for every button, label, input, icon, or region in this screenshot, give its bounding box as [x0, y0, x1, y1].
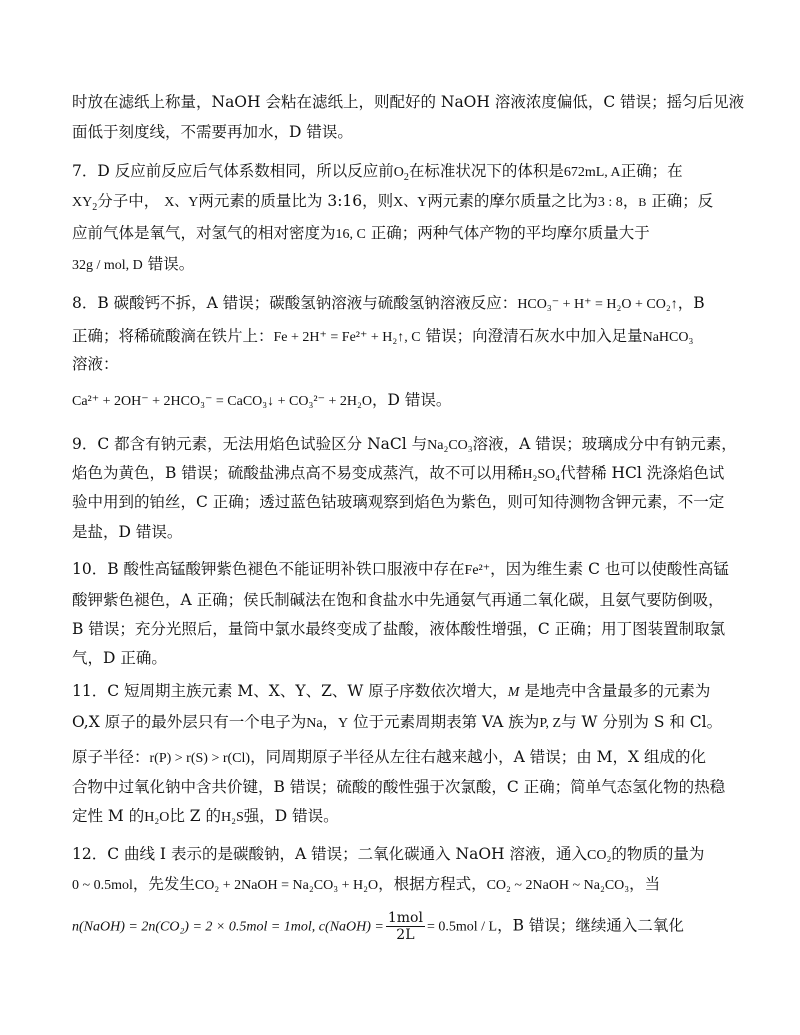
- text: 位于元素周期表第 VA 族为: [353, 713, 540, 731]
- text: 溶液，A 错误；玻璃成分中有钠元素，: [472, 435, 737, 453]
- text: 焰色为黄色，B 错误；硫酸盐沸点高不易变成蒸汽，故不可以用稀: [72, 464, 523, 482]
- formula-range: 0 ~ 0.5mol: [72, 878, 133, 893]
- question-7-line-4: [72, 252, 194, 278]
- text: 正确；两种气体产物的平均摩尔质量大于: [370, 224, 650, 242]
- text: 是地壳中含量最多的元素为: [524, 682, 711, 700]
- question-8-line-4: [72, 388, 451, 414]
- question-11-line-2: O,X 原子的最外层只有一个电子为Na，Y 位于元素周期表第 VA 族为P, Z与 W 分别为 S 和 Cl。: [72, 713, 723, 731]
- formula-h2so4: H₂SO₄: [522, 467, 561, 482]
- text: 7．D 反应前反应后气体系数相同，所以反应前: [72, 162, 394, 180]
- text: 正确；反: [651, 192, 714, 210]
- text: 两元素的摩尔质量之比为: [427, 192, 598, 210]
- text: 11．C 短周期主族元素 M、X、Y、Z、W 原子序数依次增大，: [72, 682, 508, 700]
- text: 9．C 都含有钠元素，无法用焰色试验区分 NaCl 与: [72, 435, 428, 453]
- question-8-line-3: [72, 352, 119, 376]
- equation: CO₂ + 2NaOH = Na₂CO₃ + H₂O: [194, 878, 379, 893]
- text: ，B: [677, 294, 705, 312]
- text: 的物质的量为: [611, 845, 705, 863]
- question-8-line-1: [72, 291, 705, 317]
- text: 时放在滤纸上称量，NaOH 会粘在滤纸上，则配好的 NaOH 溶液浓度偏低，C 错误；摇匀后见液: [72, 93, 745, 111]
- question-11-line-4: [72, 775, 725, 799]
- text: 两元素的质量比为 3:16，则: [198, 192, 394, 210]
- equation: Ca²⁺ + 2OH⁻ + 2HCO₃⁻ = CaCO₃↓ + CO₃²⁻ + 2H₂O: [72, 394, 372, 409]
- formula-co2: CO₂: [587, 848, 612, 863]
- text: 是盐，D 错误。: [72, 523, 183, 541]
- answer-mark: B: [638, 195, 647, 209]
- question-10-line-2: [72, 588, 724, 612]
- text: 强，D 错误。: [243, 807, 339, 825]
- fraction: [386, 910, 425, 943]
- text: 应前气体是氧气，对氢气的相对密度为: [72, 224, 336, 242]
- text: ，B 错误；继续通入二氧化: [497, 916, 684, 935]
- text: 正确；将稀硫酸滴在铁片上：: [72, 327, 274, 345]
- text-line: [72, 120, 353, 144]
- text: ，因为维生素 C 也可以使酸性高锰: [490, 560, 729, 578]
- text: ，先发生: [132, 875, 195, 893]
- text: 面低于刻度线，不需要再加水，D 错误。: [72, 123, 353, 141]
- text: O,X 原子的最外层只有一个电子为: [72, 713, 307, 731]
- formula-fe2: Fe²⁺: [464, 563, 491, 578]
- question-7-line-3: [72, 221, 650, 247]
- formula-radius: r(P) > r(S) > r(Cl): [149, 751, 251, 766]
- equation: n(NaOH) = 2n(CO₂) = 2 × 0.5mol = 1mol, c(NaOH) =: [72, 919, 384, 935]
- formula-pz: P, Z: [539, 716, 562, 731]
- text: 正确；在: [620, 162, 683, 180]
- question-11-line-1: [72, 679, 710, 705]
- fraction-denominator: 2L: [396, 927, 415, 943]
- formula-nahco3: NaHCO₃: [642, 330, 694, 345]
- formula-h2s: H₂S: [220, 810, 244, 825]
- formula-xy2: $XY_2$: [72, 195, 98, 213]
- formula-m: M: [507, 685, 520, 700]
- question-7-line-1: [72, 159, 683, 185]
- text: 分子中，: [97, 192, 160, 210]
- text: B 错误；充分光照后，量筒中氯水最终变成了盐酸，液体酸性增强，C 正确；用丁图装置制取氯: [72, 620, 726, 638]
- formula-volume: 672mL, A: [563, 165, 621, 180]
- text: ，当: [629, 875, 661, 893]
- fraction-numerator: 1mol: [387, 910, 423, 926]
- text: 与 W 分别为 S 和 Cl。: [561, 713, 723, 731]
- text: 酸钾紫色褪色，A 正确；侯氏制碱法在饱和食盐水中先通氨气再通二氧化碳，且氨气要防倒吸，: [72, 591, 724, 609]
- formula-ratio: 3 : 8: [597, 195, 623, 210]
- equation: CO₂ ~ 2NaOH ~ Na₂CO₃: [486, 878, 630, 893]
- equation: HCO₃⁻ + H⁺ = H₂O + CO₂↑: [517, 297, 678, 312]
- text: 10．B 酸性高锰酸钾紫色褪色不能证明补铁口服液中存在: [72, 560, 465, 578]
- text: 8．B 碳酸钙不拆，A 错误；碳酸氢钠溶液与硫酸氢钠溶液反应：: [72, 294, 518, 312]
- text: 错误；向澄清石灰水中加入足量: [425, 327, 643, 345]
- formula-xy: X、Y: [393, 195, 428, 210]
- question-9-line-2: [72, 461, 724, 487]
- formula-na: Na: [306, 716, 323, 731]
- equation: = 0.5mol / L: [426, 919, 498, 935]
- formula-molar-mass: 32g / mol, D: [72, 258, 143, 273]
- text: 代替稀 HCl 洗涤焰色试: [560, 464, 725, 482]
- question-10-line-4: [72, 646, 167, 670]
- text: 合物中过氧化钠中含共价键，B 错误；硫酸的酸性强于次氯酸，C 正确；简单气态氢化物的热稳: [72, 778, 726, 796]
- question-11-line-3: [72, 745, 706, 771]
- text: 气，D 正确。: [72, 649, 167, 667]
- formula-h2o: H₂O: [144, 810, 170, 825]
- text: 错误。: [147, 255, 195, 273]
- text: ，同周期原子半径从左往右越来越小，A 错误；由 M，X 组成的化: [250, 748, 706, 766]
- text: ，D 错误。: [371, 391, 452, 409]
- question-12-line-1: [72, 842, 704, 868]
- formula-density: 16, C: [335, 227, 366, 242]
- text: 定性 M 的: [72, 807, 145, 825]
- text: 比 Z 的: [169, 807, 221, 825]
- text: ，根据方程式，: [378, 875, 487, 893]
- question-9-line-3: [72, 490, 724, 514]
- equation: Fe + 2H⁺ = Fe²⁺ + H₂↑, C: [273, 330, 421, 345]
- text: 原子半径：: [72, 748, 150, 766]
- text: 12．C 曲线 I 表示的是碳酸钠，A 错误；二氧化碳通入 NaOH 溶液，通入: [72, 845, 587, 863]
- question-8-line-2: [72, 324, 693, 350]
- question-9-line-1: [72, 432, 737, 458]
- formula-xy: X、Y: [164, 195, 199, 210]
- text: 溶液：: [72, 355, 119, 373]
- text: 在标准状况下的体积是: [408, 162, 564, 180]
- formula-na2co3: Na₂CO₃: [427, 438, 473, 453]
- question-12-line-3: [72, 910, 684, 943]
- question-11-line-5: [72, 804, 339, 830]
- formula-o2: $O_2$: [393, 165, 409, 183]
- text: 验中用到的铂丝，C 正确；透过蓝色钴玻璃观察到焰色为紫色，则可知待测物含钾元素，不一定: [72, 493, 725, 511]
- question-10-line-3: [72, 617, 725, 641]
- question-7-line-2: $XY_2$分子中， X、Y两元素的质量比为 3:16，则X、Y两元素的摩尔质量之比为3 : 8，B 正确；反: [72, 192, 714, 213]
- text-line: [72, 90, 744, 114]
- question-12-line-2: [72, 872, 660, 898]
- question-9-line-4: [72, 520, 182, 544]
- question-10-line-1: [72, 557, 729, 583]
- formula-y: Y: [338, 716, 349, 731]
